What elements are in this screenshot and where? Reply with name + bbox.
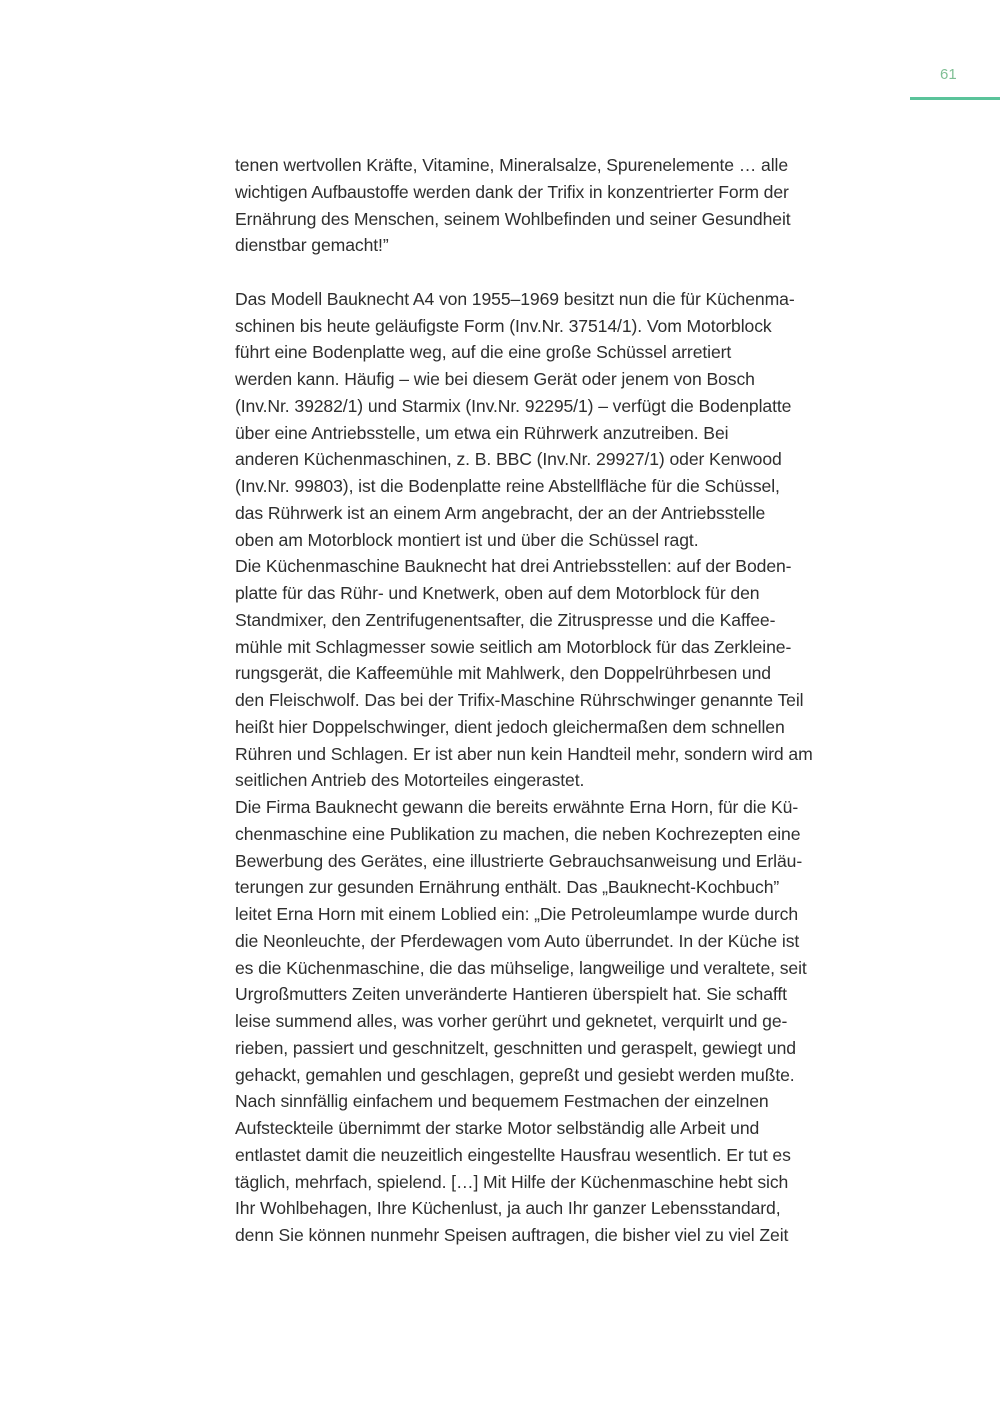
- text-line: Das Modell Bauknecht A4 von 1955–1969 besitzt nun die für Küchenma-: [235, 288, 795, 309]
- text-line: mühle mit Schlagmesser sowie seitlich am Motorblock für das Zerkleine-: [235, 636, 792, 657]
- text-line: anderen Küchenmaschinen, z. B. BBC (Inv.Nr. 29927/1) oder Kenwood: [235, 449, 782, 470]
- text-line: Standmixer, den Zentrifugenentsafter, die Zitruspresse und die Kaffee-: [235, 609, 776, 630]
- text-line: werden kann. Häufig – wie bei diesem Gerät oder jenem von Bosch: [235, 369, 755, 389]
- text-line: den Fleischwolf. Das bei der Trifix-Maschine Rührschwinger genannte Teil: [235, 690, 804, 710]
- text-line: leitet Erna Horn mit einem Loblied ein: „Die Petroleumlampe wurde durch: [235, 904, 799, 924]
- text-line: führt eine Bodenplatte weg, auf die eine große Schüssel arretiert: [235, 342, 732, 363]
- text-line: (Inv.Nr. 39282/1) und Starmix (Inv.Nr. 92295/1) – verfügt die Bodenplatte: [235, 395, 792, 416]
- text-line: gehackt, gemahlen und geschlagen, gepreßt und gesiebt werden mußte.: [235, 1064, 795, 1085]
- text-line: Aufsteckteile übernimmt der starke Motor selbständig alle Arbeit und: [235, 1118, 760, 1138]
- text-line: schinen bis heute geläufigste Form (Inv.Nr. 37514/1). Vom Motorblock: [235, 315, 772, 336]
- text-line: das Rührwerk ist an einem Arm angebracht, der an der Antriebsstelle: [235, 502, 766, 523]
- text-line: oben am Motorblock montiert ist und über die Schüssel ragt.: [235, 529, 699, 550]
- text-line: über eine Antriebsstelle, um etwa ein Rührwerk anzutreiben. Bei: [235, 422, 729, 443]
- text-line: platte für das Rühr- und Knetwerk, oben auf dem Motorblock für den: [235, 583, 760, 603]
- text-line: Ihr Wohlbehagen, Ihre Küchenlust, ja auch Ihr ganzer Lebensstandard,: [235, 1198, 781, 1219]
- text-line: rungsgerät, die Kaffeemühle mit Mahlwerk, den Doppelrührbesen und: [235, 663, 771, 684]
- text-line: seitlichen Antrieb des Motorteiles eingerastet.: [235, 770, 585, 791]
- page-number: 61: [940, 66, 957, 83]
- text-line: Urgroßmutters Zeiten unveränderte Hantieren überspielt hat. Sie schafft: [235, 984, 787, 1005]
- text-line: (Inv.Nr. 99803), ist die Bodenplatte reine Abstellfläche für die Schüssel,: [235, 476, 780, 496]
- text-line: täglich, mehrfach, spielend. […] Mit Hilfe der Küchenmaschine hebt sich: [235, 1171, 789, 1192]
- text-line: terungen zur gesunden Ernährung enthält. Das „Bauknecht-Kochbuch”: [235, 877, 780, 898]
- text-line: Die Firma Bauknecht gewann die bereits erwähnte Erna Horn, für die Kü-: [235, 797, 799, 817]
- text-line: es die Küchenmaschine, die das mühselige, langweilige und veraltete, seit: [235, 957, 807, 978]
- paragraph-gap: [235, 259, 915, 286]
- text-line: chenmaschine eine Publikation zu machen, die neben Kochrezepten eine: [235, 823, 801, 844]
- text-line: denn Sie können nunmehr Speisen auftragen, die bisher viel zu viel Zeit: [235, 1225, 789, 1245]
- text-line: heißt hier Doppelschwinger, dient jedoch gleichermaßen dem schnellen: [235, 716, 785, 737]
- text-line: leise summend alles, was vorher gerührt und geknetet, verquirlt und ge-: [235, 1011, 788, 1031]
- text-line: wichtigen Aufbaustoffe werden dank der Trifix in konzentrierter Form der: [235, 181, 789, 202]
- header-rule: [910, 97, 1000, 100]
- text-line: entlastet damit die neuzeitlich eingestellte Hausfrau wesentlich. Er tut es: [235, 1144, 791, 1165]
- text-line: Ernährung des Menschen, seinem Wohlbefinden und seiner Gesundheit: [235, 208, 791, 229]
- text-line: Die Küchenmaschine Bauknecht hat drei Antriebsstellen: auf der Boden-: [235, 556, 792, 577]
- text-line: dienstbar gemacht!”: [235, 235, 389, 256]
- text-line: Nach sinnfällig einfachem und bequemem Festmachen der einzelnen: [235, 1091, 769, 1112]
- text-line: tenen wertvollen Kräfte, Vitamine, Mineralsalze, Spurenelemente … alle: [235, 155, 789, 175]
- text-line: Rühren und Schlagen. Er ist aber nun kein Handteil mehr, sondern wird am: [235, 743, 813, 764]
- text-line: Bewerbung des Gerätes, eine illustrierte Gebrauchsanweisung und Erläu-: [235, 850, 803, 871]
- text-line: die Neonleuchte, der Pferdewagen vom Auto überrundet. In der Küche ist: [235, 930, 800, 951]
- body-text: [235, 152, 915, 1249]
- text-line: rieben, passiert und geschnitzelt, geschnitten und geraspelt, gewiegt und: [235, 1037, 796, 1058]
